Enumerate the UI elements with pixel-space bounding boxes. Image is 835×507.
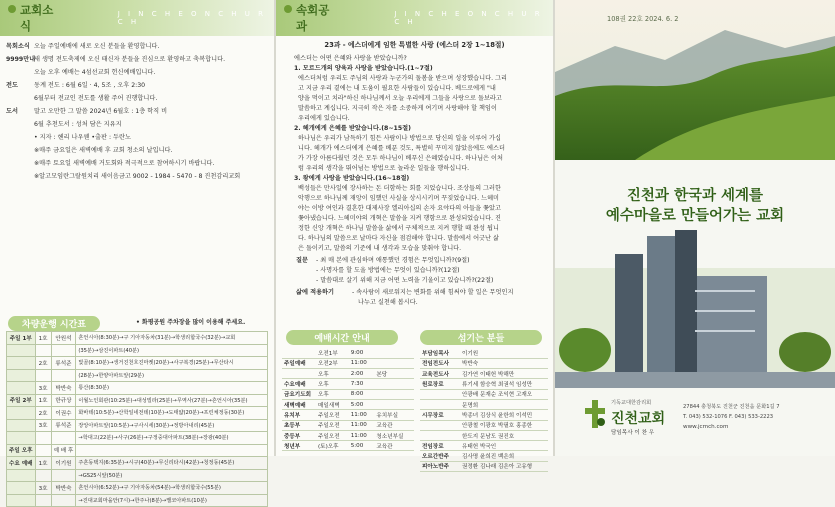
lesson-line: 양을 먹이고 치라"하신 하나님께서 오늘 우리에게 그들을 사랑으로 돌보라고 (298, 95, 502, 102)
worship-place: 유치부실 (374, 410, 414, 420)
bus-group (7, 357, 36, 370)
bus-group (7, 482, 36, 495)
bus-car (35, 344, 51, 357)
lesson-header-title: 속회공과 (276, 2, 336, 34)
bus-route: →진대교회마을안(7시)→한주나(8분)→밸코아파트(10분) (76, 494, 268, 507)
serve-row (420, 420, 548, 430)
bus-route: 장앙아파트앞(10:5분)→구사시세(30분)→정방아내리(45분) (76, 419, 268, 432)
bus-row (7, 432, 268, 445)
bus-route (76, 444, 268, 457)
news-line (6, 107, 270, 118)
lesson-line: 에스더는 어떤 은혜와 사랑을 받았습니까? (294, 55, 407, 62)
serve-role (420, 430, 460, 440)
news-line-label: 전도 (6, 82, 18, 89)
news-line (6, 146, 270, 157)
news-line (6, 133, 270, 144)
lesson-line: 악행으로 하나님께 재앙이 임했던 사실을 상시시키며 꾸짖었습니다. 느헤미 (298, 195, 500, 202)
pastor-name: 담임목사 이 찬 우 (611, 430, 655, 436)
lesson-panel (276, 0, 553, 471)
bus-schedule-title: 차량운행 시간표 (8, 316, 100, 331)
worship-time: 2:00 (349, 369, 375, 379)
lesson-title: 23과 - 에스더에게 임한 특별한 사랑 (에스더 2장 1~18절) (324, 41, 505, 49)
bus-route: (28분)→한양아파트앞(29분) (76, 369, 268, 382)
lesson-line: 가 가장 아름다웠던 것은 모두 하나님이 베푸신 은혜였습니다. 하나님은 이처 (298, 155, 503, 162)
worship-time: 11:00 (349, 430, 375, 440)
serve-row (420, 410, 548, 420)
worship-row (282, 410, 414, 420)
worship-row (282, 358, 414, 368)
bus-row (7, 332, 268, 345)
bus-driver: 박반숙 (51, 382, 76, 395)
news-header-en: J I N C H E O N C H U R C H (117, 10, 267, 26)
serve-role (420, 389, 460, 399)
slogan-line-1: 진천과 한국과 세계를 (626, 188, 764, 204)
lesson-line: 고 지금 우리 곁에는 내 도움이 필요한 사람들이 있습니다. 베드로에게 "내 (298, 85, 496, 92)
news-line-text: 6월부터 전교인 전도를 생활 주어 진행합니다. (34, 95, 158, 102)
serve-row (420, 441, 548, 451)
question-item: - 최 매 본에 관심하며 애통했던 경험은 무엇입니까?(9절) (316, 257, 470, 264)
serve-role: 부담임목사 (420, 348, 460, 358)
worship-place (374, 399, 414, 409)
worship-name: 새벽예배 (282, 399, 316, 409)
bus-car (35, 369, 51, 382)
worship-time: 8:00 (349, 389, 375, 399)
serve-names: 문명희 (460, 399, 548, 409)
bus-note: • 화평공원 주차장을 많이 이용해 주세요. (136, 319, 246, 326)
bus-driver: 안원석 (51, 332, 76, 345)
news-line (6, 172, 270, 183)
bus-group (7, 469, 36, 482)
bus-driver: 이권수 (51, 407, 76, 420)
bus-car: 2호 (35, 357, 51, 370)
bus-route: →GS25시앞(50분) (76, 469, 268, 482)
news-header (0, 0, 274, 36)
worship-place (374, 348, 414, 358)
bus-row (7, 394, 268, 407)
bus-route: →학대고(22분)→사구(26분)→구정중대아파트(38분)→장광(40분) (76, 432, 268, 445)
serve-names: 박종녀 김상식 윤한희 이석민 (460, 410, 548, 420)
worship-name: 주일예배 (282, 358, 316, 368)
serve-table (420, 348, 548, 472)
question-item: - 사명자를 할 도울 방법에는 무엇이 있습니까?(12절) (316, 267, 460, 274)
bus-route: 이월노인회관(10:25분)→대성빌라(25분)→무역사(27분)→흔언시아(35분) (76, 394, 268, 407)
worship-place: 교육관 (374, 420, 414, 430)
bus-row (7, 344, 268, 357)
worship-name: 유치부 (282, 410, 316, 420)
news-line-text: 오늘 주일예배에 새로 오신 분들을 환영합니다. (34, 43, 160, 50)
bus-driver: 박반숙 (51, 482, 76, 495)
bus-route: 흔언시아(6:52분)→구 기아자동차(54분)→학생리합국수(55분) (76, 482, 268, 495)
lesson-line: 니다. 헤개가 에스더에게 은혜를 베푼 것도, 특별히 꾸미지 않았음에도 에스더 (298, 145, 505, 152)
bus-car (35, 469, 51, 482)
lesson-line: 3. 왕에게 사랑을 받았습니다.(16~18절) (294, 175, 410, 182)
issue-info: 108권 22호 2024. 6. 2 (607, 15, 679, 23)
worship-row (282, 369, 414, 379)
apply-text: - 속사람이 새로워지는 변화를 위해 힘써야 할 일은 무엇인지 (352, 289, 514, 296)
news-line (6, 55, 270, 66)
serve-role: 전임장로 (420, 441, 460, 451)
question-label: 질문 (296, 257, 308, 264)
serve-role: 피아노반주 (420, 461, 460, 471)
worship-table (282, 348, 414, 451)
worship-name: 중등부 (282, 430, 316, 440)
bus-row (7, 369, 268, 382)
news-line (6, 81, 270, 92)
lesson-line: 쫓아냈습니다. 느헤미야의 개혁은 말씀을 지켜 행함으로 완성되었습니다. 진 (298, 215, 501, 222)
news-line-text: ※알고모임란그랄원치리 새이음금고 9002 - 1984 - 5470 - 8 진천감리교회 (34, 173, 241, 180)
worship-time: 11:00 (349, 358, 375, 368)
lesson-line: 백성들은 만사일에 장사하는 돈 더함하는 회를 지었습니다. 조상들의 그러한 (298, 185, 501, 192)
news-line-label: 목회소식 (6, 43, 30, 50)
bus-route: 주흔동택지(6:35분)→시구(40분)→무신리타시(42분)→청정동(45분) (76, 457, 268, 470)
worship-time: 9:00 (349, 348, 375, 358)
lesson-line: 정한 신앙 개혁은 하나님 말씀을 삶에서 구체적으로 지켜 행할 때 완성 됩니 (298, 225, 499, 232)
serve-row (420, 389, 548, 399)
bus-driver: 한규상 (51, 394, 76, 407)
cover-panel (555, 0, 835, 456)
serve-role: 전임전도사 (420, 358, 460, 368)
serve-role: 교육전도사 (420, 369, 460, 379)
bus-driver (51, 469, 76, 482)
serve-role: 오르간반주 (420, 451, 460, 461)
bus-car: 1호 (35, 457, 51, 470)
denomination: 기독교대한감리회 (611, 400, 652, 406)
worship-time: 7:30 (349, 379, 375, 389)
bus-row (7, 357, 268, 370)
serve-row (420, 451, 548, 461)
bus-row (7, 444, 268, 457)
bus-group (7, 432, 36, 445)
bus-group (7, 419, 36, 432)
worship-row (282, 348, 414, 358)
lesson-line: 야는 이방 여인과 결혼한 대제사장 엘리아십의 손자 요야다의 아들을 쫓았고 (298, 205, 501, 212)
lesson-line: 말씀하고 계십니다. 지극히 작은 자를 소중하게 여기며 사랑해야 할 책임이 (298, 105, 497, 112)
serve-row (420, 399, 548, 409)
worship-session: 오전2부 (316, 358, 349, 368)
news-line-text: ※매주 금요일은 새벽예배 후 교회 청소의 날입니다. (34, 147, 173, 154)
worship-session: 매일새벽 (316, 399, 349, 409)
worship-session: 오후 (316, 369, 349, 379)
bus-route: 빛골(8:10분)→생거진천흐진마켓(20분)→사구복경(25분)→무산타시 (76, 357, 268, 370)
worship-time: 11:00 (349, 420, 375, 430)
worship-place (374, 379, 414, 389)
church-logo-icon (585, 400, 607, 432)
bus-driver: 이기원 (51, 457, 76, 470)
serve-names: 한도지 문남도 권진호 (460, 430, 548, 440)
bus-row (7, 419, 268, 432)
lesson-line: 1. 모르드개의 양육과 사랑을 받았습니다.(1~7절) (294, 65, 433, 72)
serve-row (420, 461, 548, 471)
bus-driver: 예 배 후 (51, 444, 76, 457)
serve-title: 섬기는 분들 (420, 330, 542, 345)
news-line-text: 동계 전도 : 6월 6일 · 4, 5조 , 오후 2:30 (34, 82, 146, 89)
serve-row (420, 430, 548, 440)
bus-row (7, 494, 268, 507)
bus-car: 1호 (35, 332, 51, 345)
worship-row (282, 379, 414, 389)
bus-route: (35분)→삼진이파트(40분) (76, 344, 268, 357)
bus-group: 주일 1부 (7, 332, 36, 345)
lesson-line: 은 돌이키고, 말씀의 기준에 내 생각과 모습을 맞춰야 합니다. (298, 245, 462, 252)
bus-group: 주일 2부 (7, 394, 36, 407)
lesson-line: 하나님은 우리가 남득하기 힘든 사람이나 방법으로 당신의 일을 이루어 가십 (298, 135, 501, 142)
news-line-text: ※매주 토요일 새벽예배 거도회와 적극적으로 참여하시기 바랍니다. (34, 160, 215, 167)
worship-session: (토)오후 (316, 441, 349, 451)
church-name: 진천교회 (611, 411, 666, 427)
serve-role (420, 399, 460, 409)
bus-row (7, 457, 268, 470)
worship-row (282, 389, 414, 399)
bus-row (7, 482, 268, 495)
news-title: 교회소식 (0, 2, 60, 34)
bus-car: 1호 (35, 394, 51, 407)
worship-time: 11:00 (349, 410, 375, 420)
bus-group (7, 494, 36, 507)
worship-name: 초등부 (282, 420, 316, 430)
worship-row (282, 420, 414, 430)
worship-row (282, 441, 414, 451)
serve-names: 이기원 (460, 348, 548, 358)
bus-route: 통산(8:30분) (76, 382, 268, 395)
bus-driver (51, 432, 76, 445)
bus-row (7, 469, 268, 482)
bus-group (7, 382, 36, 395)
news-line (6, 120, 270, 131)
bus-driver (51, 369, 76, 382)
serve-names: 유태헌 박국인 (460, 441, 548, 451)
bus-driver (51, 344, 76, 357)
news-line-text: 오늘 오후 예배는 4섬선교회 헌신예배입니다. (34, 69, 156, 76)
worship-name (282, 348, 316, 358)
serve-role: 원로장로 (420, 379, 460, 389)
worship-name: 금요기도회 (282, 389, 316, 399)
lesson-line: 다. 하나님의 말씀으로 날마다 자신을 점검해야 합니다. 말씀에서 어긋난 삶 (298, 235, 499, 242)
lesson-line: 럼 우리의 생각을 뛰어넘는 방법으로 놀라운 일들을 행하십니다. (298, 165, 470, 172)
bus-schedule-table (6, 331, 268, 507)
lesson-line: 에스더처럼 우리도 주님의 사랑과 누군가의 돌봄을 받으며 성장했습니다. 그리 (298, 75, 507, 82)
worship-session: 오후 (316, 389, 349, 399)
serve-role: 시무장로 (420, 410, 460, 420)
serve-names: 류기세 함승혁 최권석 임성만 (460, 379, 548, 389)
news-line (6, 94, 270, 105)
bus-row (7, 382, 268, 395)
worship-name: 수요예배 (282, 379, 316, 389)
worship-session: 오전1부 (316, 348, 349, 358)
worship-time: 5:00 (349, 399, 375, 409)
news-line (6, 159, 270, 170)
bus-group: 수요 예배 (7, 457, 36, 470)
worship-place: 본당 (374, 369, 414, 379)
bus-row (7, 407, 268, 420)
slogan-line-2: 예수마을로 만들어가는 교회 (605, 208, 785, 224)
worship-place (374, 389, 414, 399)
church-website: www.jcmch.com (683, 424, 729, 430)
serve-row (420, 348, 548, 358)
bus-group (7, 369, 36, 382)
serve-names: 김가연 이태헌 박해만 (460, 369, 548, 379)
serve-names: 박반숙 (460, 358, 548, 368)
news-line-text: 6월 추천도서 : 성처 담은 지유지 (34, 121, 122, 128)
serve-row (420, 358, 548, 368)
worship-session: 주일오전 (316, 410, 349, 420)
worship-name (282, 369, 316, 379)
serve-names: 안광철 이광호 박필호 홍종한 (460, 420, 548, 430)
serve-row (420, 369, 548, 379)
bus-car (35, 432, 51, 445)
worship-name: 청년부 (282, 441, 316, 451)
worship-place: 청소년부실 (374, 430, 414, 440)
news-line-text: 새 생명 전도축제에 오신 태신자 분들을 진심으로 환영하고 축복합니다. (34, 56, 226, 63)
news-line-label: 도서 (6, 108, 18, 115)
worship-session: 오후 (316, 379, 349, 389)
bus-car (35, 444, 51, 457)
bus-route: 화바테(10:5분)→산학일네전테(10분)→도태얇(20분)→프린체정동(30분) (76, 407, 268, 420)
bus-route: 흔언시아(8:30분)→구 기아자동차(31분)→학생리합국수(32분)→교회 (76, 332, 268, 345)
serve-names: 안광배 문재순 조익현 고재오 (460, 389, 548, 399)
lesson-line: 우리에게 있습니다. (298, 115, 350, 122)
news-panel (0, 0, 274, 504)
worship-session: 주일오전 (316, 430, 349, 440)
bus-car: 3호 (35, 419, 51, 432)
apply-text-2: 나누고 실천해 봅시다. (358, 299, 418, 306)
question-item: - 말씀대로 살기 위해 지금 어떤 노력을 기울이고 있습니까?(22절) (316, 277, 494, 284)
news-line-label: 9999만내 (6, 56, 36, 63)
worship-row (282, 430, 414, 440)
apply-label: 삶에 적용하기 (296, 289, 335, 296)
church-address: 27844 충청북도 진천군 진천읍 문화1길 7 (683, 404, 780, 410)
worship-place: 교육관 (374, 441, 414, 451)
serve-role (420, 420, 460, 430)
news-line (6, 42, 270, 53)
worship-time: 5:00 (349, 441, 375, 451)
cover-landscape (555, 0, 835, 456)
lesson-line: 2. 헤개에게 은혜를 받았습니다.(8~15절) (294, 125, 411, 132)
bus-driver: 류석준 (51, 419, 76, 432)
church-phone: T. 043) 532-1076 F. 043) 533-2223 (683, 414, 774, 420)
serve-names: 김사명 윤희진 백은희 (460, 451, 548, 461)
bus-car: 3호 (35, 482, 51, 495)
worship-title: 예배시간 안내 (286, 330, 398, 345)
serve-row (420, 379, 548, 389)
bus-car (35, 494, 51, 507)
bus-group: 주일 오후 (7, 444, 36, 457)
bus-driver (51, 494, 76, 507)
bus-driver: 류석준 (51, 357, 76, 370)
news-line-text: 말고 오만한 그 말씀 2024년 6월호 : 1층 학직 비 (34, 108, 168, 115)
news-line-text: • 지자 : 헨리 나우웬 •출판 : 두란노 (34, 134, 131, 141)
worship-session: 주일오전 (316, 420, 349, 430)
bus-group (7, 407, 36, 420)
serve-names: 권정환 김나래 김은아 고유형 (460, 461, 548, 471)
bus-car: 3호 (35, 382, 51, 395)
news-line (6, 68, 270, 79)
bus-car: 2호 (35, 407, 51, 420)
bus-group (7, 344, 36, 357)
worship-place (374, 358, 414, 368)
lesson-header (276, 0, 553, 36)
worship-row (282, 399, 414, 409)
lesson-header-en: J I N C H E O N C H U R C H (394, 10, 543, 26)
